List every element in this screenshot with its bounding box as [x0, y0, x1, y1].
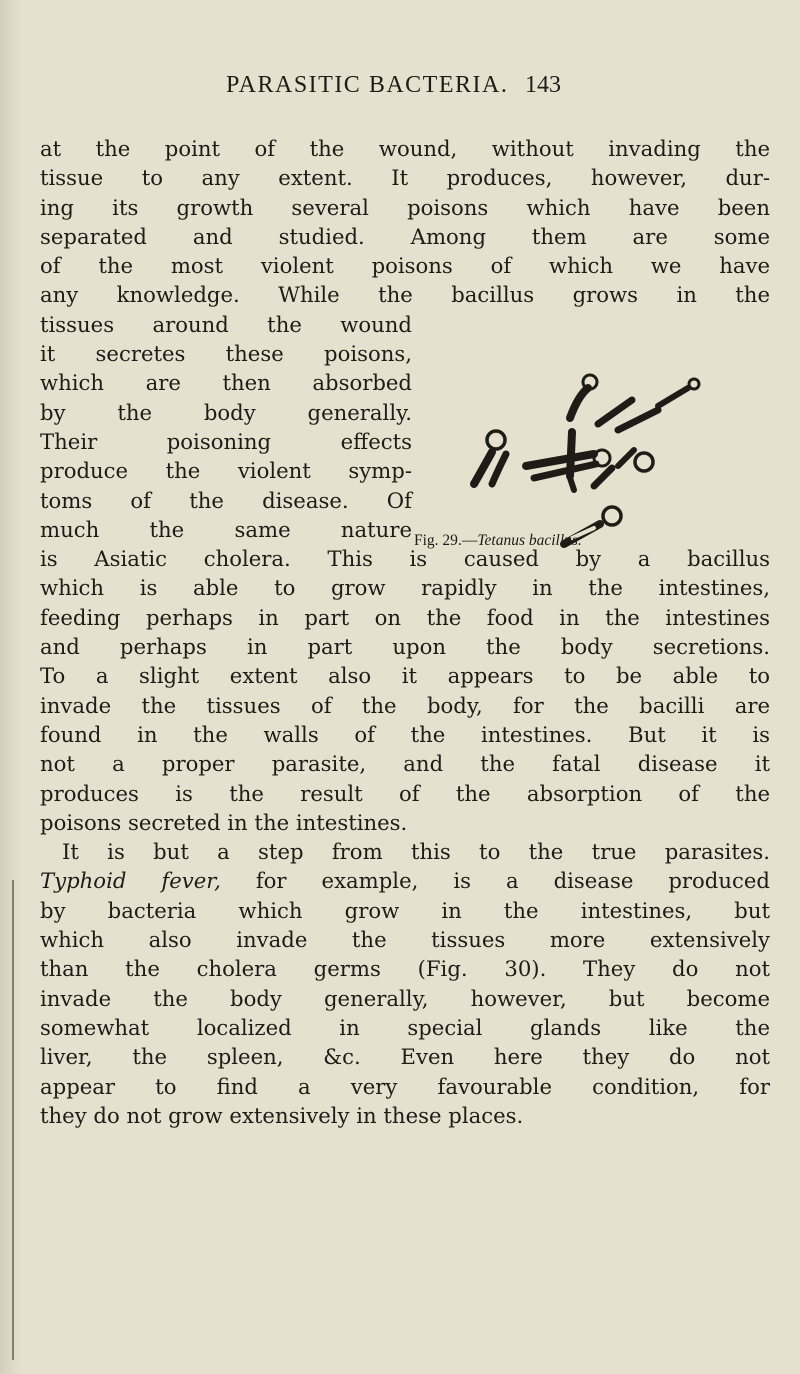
text-line: Their poisoning effects — [40, 428, 412, 454]
figure-title: Tetanus bacillus. — [477, 532, 582, 549]
page-number: 143 — [525, 72, 561, 98]
text-line: found in the walls of the intestines. But it is — [40, 721, 770, 747]
page-edge-shadow — [0, 0, 22, 1374]
text-line: much the same nature — [40, 516, 412, 542]
text-line: tissues around the wound — [40, 311, 412, 337]
text-line: appear to find a very favourable condition, for — [40, 1073, 770, 1099]
figure-label: Fig. 29. — [414, 532, 462, 549]
text-line: somewhat localized in special glands like the — [40, 1014, 770, 1040]
text-line: poisons secreted in the intestines. — [40, 809, 408, 835]
text-line: feeding perhaps in part on the food in the intestines — [40, 604, 770, 630]
text-line: separated and studied. Among them are some — [40, 223, 770, 249]
body-text — [40, 134, 770, 1130]
text-line: and perhaps in part upon the body secretions. — [40, 634, 770, 660]
text-fragment: for example, is a disease produced — [220, 868, 770, 894]
text-line: which is able to grow rapidly in the intestines, — [40, 575, 770, 601]
paragraph-opening-line: It is but a step from this to the true parasites. — [62, 839, 770, 865]
text-line: toms of the disease. Of — [40, 487, 412, 513]
text-line: liver, the spleen, &c. Even here they do not — [40, 1044, 770, 1070]
text-line: by bacteria which grow in the intestines, but — [40, 897, 770, 923]
text-line-with-italic — [40, 866, 770, 895]
text-line: produces is the result of the absorption of the — [40, 780, 770, 806]
text-line: of the most violent poisons of which we have — [40, 253, 770, 279]
text-line: is Asiatic cholera. This is caused by a bacillus — [40, 546, 770, 572]
typhoid-fever-term: Typhoid fever, — [40, 868, 221, 894]
text-line: by the body generally. — [40, 399, 412, 425]
running-title: PARASITIC BACTERIA. — [226, 72, 509, 98]
text-line: at the point of the wound, without invading the — [40, 136, 770, 161]
gutter-line — [12, 880, 14, 1360]
text-line: any knowledge. While the bacillus grows in the — [40, 282, 770, 308]
text-line: produce the violent symp- — [40, 458, 412, 484]
text-line: invade the body generally, however, but become — [40, 985, 770, 1011]
text-line: it secretes these poisons, — [40, 341, 412, 367]
text-line: which are then absorbed — [40, 370, 412, 396]
text-line: than the cholera germs (Fig. 30). They do not — [40, 956, 770, 982]
text-line: ing its growth several poisons which have been — [40, 194, 770, 220]
text-line: invade the tissues of the body, for the bacilli are — [40, 692, 770, 718]
text-line: not a proper parasite, and the fatal disease it — [40, 751, 770, 777]
text-line: which also invade the tissues more extensively — [40, 927, 770, 953]
caption-separator: — — [461, 532, 478, 549]
text-line: To a slight extent also it appears to be able to — [40, 663, 770, 689]
text-line: they do not grow extensively in these places. — [40, 1102, 524, 1128]
text-line: tissue to any extent. It produces, however, dur- — [40, 165, 770, 191]
page-header — [0, 72, 800, 112]
